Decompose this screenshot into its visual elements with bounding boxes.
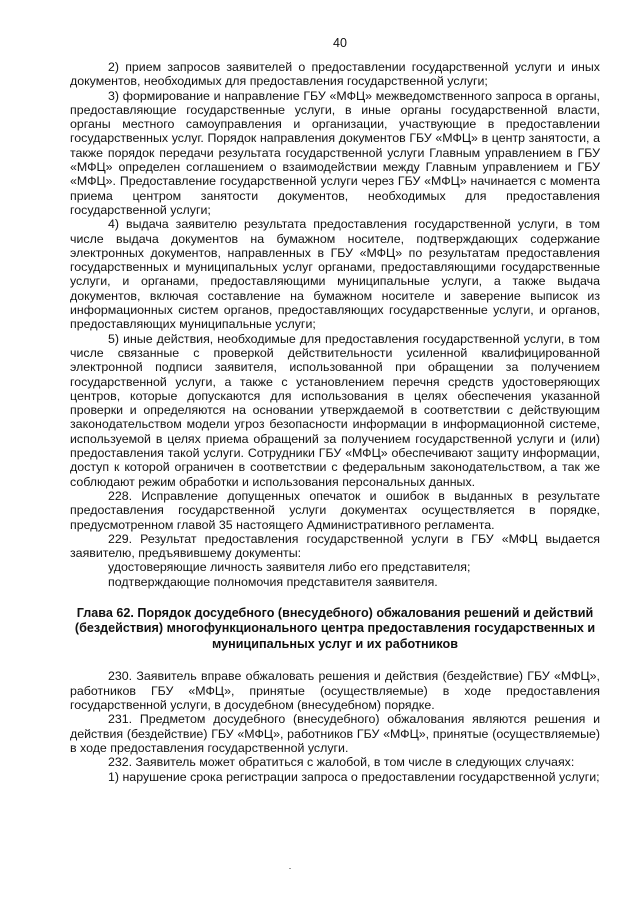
paragraph-228: 228. Исправление допущенных опечаток и ошибок в выданных в результате предоставления государственной услуги документах осуществляется в порядке, предусмотренном главой 35 настоящего Административного регламента. bbox=[70, 488, 600, 532]
chapter-title: Глава 62. Порядок досудебного (внесудебного) обжалования решений и действий (бездействия) многофункционального центра предоставления государственных и муниципальных услуг и их работников bbox=[74, 605, 596, 651]
paragraph-item-4: 4) выдача заявителю результата предоставления государственной услуги, в том числе выдача документов на бумажном носителе, подтверждающих содержание электронных документов, направленных в ГБУ «МФЦ» по результатам предоставления государственных и муниципальных услуг органами, предоставляющими государственные услуги, и органами, предоставляющими муниципальные услуги, а также выдача документов, включая составление на бумажном носителе и заверение выписок из информационных систем органов, предоставляющих государственные услуги, и органов, предоставляющих муниципальные услуги; bbox=[70, 217, 600, 332]
list-item-identity-documents: удостоверяющие личность заявителя либо его представителя; bbox=[108, 560, 471, 575]
paragraph-229: 229. Результат предоставления государственной услуги в ГБУ «МФЦ выдается заявителю, предъявившему документы: bbox=[70, 531, 600, 561]
list-item-authority-documents: подтверждающие полномочия представителя заявителя. bbox=[108, 574, 438, 589]
paragraph-230: 230. Заявитель вправе обжаловать решения и действия (бездействие) ГБУ «МФЦ», работников ГБУ «МФЦ», принятые (осуществляемые) в ходе предоставления государственной услуги, в досудебном (внесудебном) порядке. bbox=[70, 669, 600, 713]
document-body bbox=[70, 60, 600, 784]
paragraph-232-item-1: 1) нарушение срока регистрации запроса о предоставлении государственной услуги; bbox=[108, 769, 600, 784]
paragraph-item-5: 5) иные действия, необходимые для предоставления государственной услуги, в том числе связанные с проверкой действительности усиленной квалифицированной электронной подписи заявителя, использованной при обращении за получением государственной услуги, а также с установлением перечня средств удостоверяющих центров, которые допускаются для использования в целях обеспечения указанной проверки и определяются на основании утверждаемой в соответствии с действующим законодательством модели угроз безопасности информации в информационной системе, используемой в целях приема обращений за получением государственной услуги и (или) предоставления такой услуги. Сотрудники ГБУ «МФЦ» обеспечивают защиту информации, доступ к которой ограничен в соответствии с федеральным законодательством, а так же соблюдают режим обработки и использования персональных данных. bbox=[70, 331, 600, 489]
page-number: 40 bbox=[333, 36, 347, 50]
paragraph-item-3: 3) формирование и направление ГБУ «МФЦ» межведомственного запроса в органы, предоставляющие государственные услуги, в иные органы государственной власти, органы местного самоуправления и организации, участвующие в предоставлении государственных услуг. Порядок направления документов ГБУ «МФЦ» в центр занятости, а также порядок передачи результата государственной услуги Главным управлением в ГБУ «МФЦ» определен соглашением о взаимодействии между Главным управлением и ГБУ «МФЦ». Предоставление государственной услуги через ГБУ «МФЦ» начинается с момента приема центром занятости документов, необходимых для предоставления государственной услуги; bbox=[70, 88, 600, 217]
paragraph-item-2: 2) прием запросов заявителей о предоставлении государственной услуги и иных документов, необходимых для предоставления государственной услуги; bbox=[70, 60, 600, 89]
paragraph-232: 232. Заявитель может обратиться с жалобой, в том числе в следующих случаях: bbox=[108, 755, 575, 770]
scan-artifact-dot bbox=[289, 868, 291, 869]
paragraph-231: 231. Предметом досудебного (внесудебного) обжалования являются решения и действия (бездействие) ГБУ «МФЦ», работников ГБУ «МФЦ», принятые (осуществляемые) в ходе предоставления государственной услуги. bbox=[70, 712, 600, 755]
